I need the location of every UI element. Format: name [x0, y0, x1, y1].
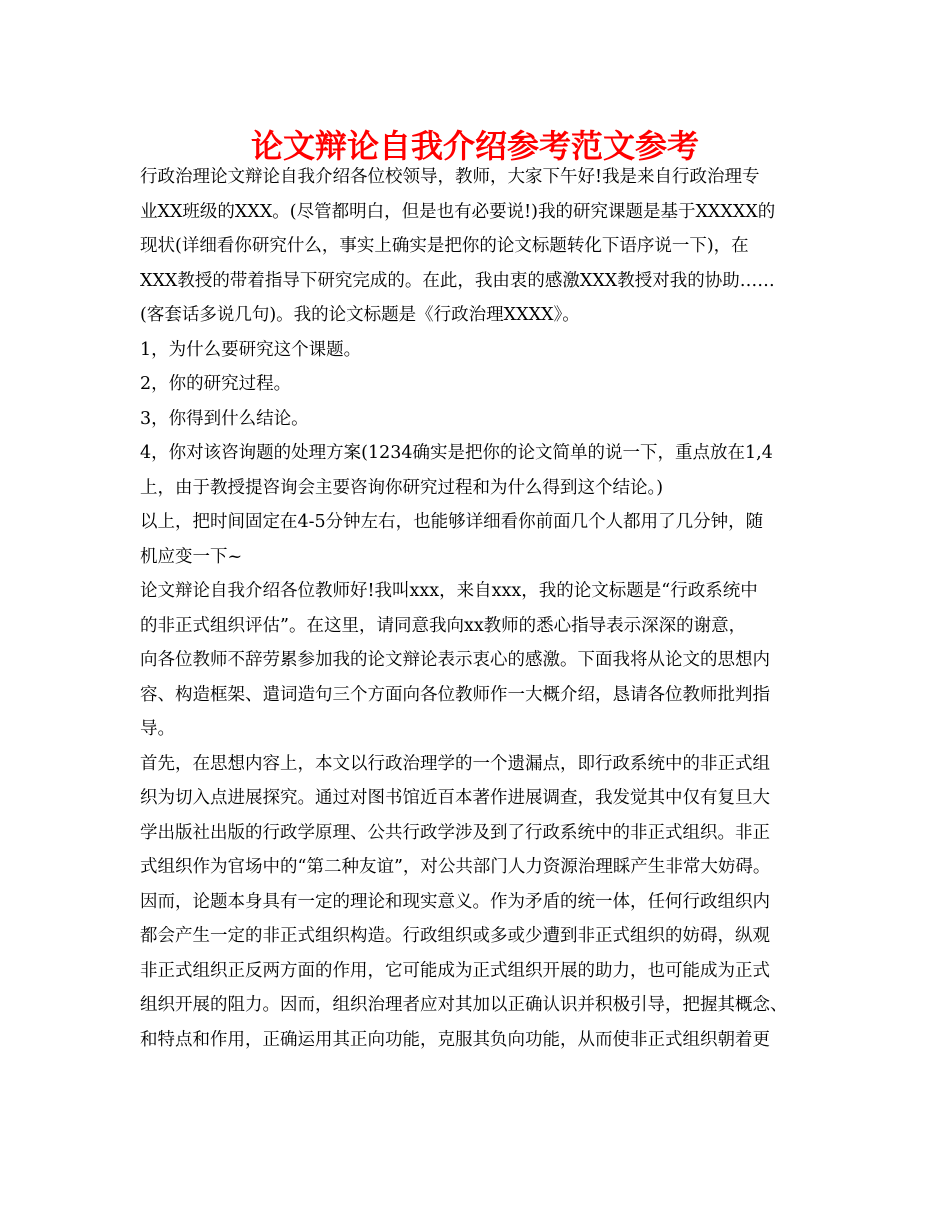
text-line: 行政治理论文辩论自我介绍各位校领导，教师，大家下午好!我是来自行政治理专 — [140, 167, 760, 187]
text-line: 都会产生一定的非正式组织构造。行政组织或多或少遭到非正式组织的妨碍，纵观 — [140, 926, 770, 946]
list-item: 1，为什么要研究这个课题。 — [140, 339, 362, 360]
text-line: 以上，把时间固定在4-5分钟左右，也能够详细看你前面几个人都用了几分钟，随 — [140, 512, 764, 532]
text-line: 的非正式组织评估”。在这里，请同意我向xx教师的悉心指导表示深深的谢意， — [140, 615, 747, 636]
text-line: 首先，在思想内容上，本文以行政治理学的一个遗漏点，即行政系统中的非正式组 — [140, 753, 770, 774]
text-line: 业XX班级的XXX。(尽管都明白，但是也有必要说!)我的研究课题是基于XXXXX的 — [140, 201, 776, 222]
text-line: 向各位教师不辞劳累参加我的论文辩论表示衷心的感激。下面我将从论文的思想内 — [140, 650, 770, 670]
list-item: 2，你的研究过程。 — [140, 374, 292, 394]
text-line: XXX教授的带着指导下研究完成的。在此，我由衷的感激XXX教授对我的协助…… — [140, 270, 775, 291]
text-line: 上，由于教授提咨询会主要咨询你研究过程和为什么得到这个结论。) — [140, 477, 664, 498]
text-line: 论文辩论自我介绍各位教师好!我叫xxx，来自xxx，我的论文标题是“行政系统中 — [140, 581, 758, 601]
text-line: 容、构造框架、遣词造句三个方面向各位教师作一大概介绍，恳请各位教师批判指 — [140, 684, 770, 705]
text-line: 非正式组织正反两方面的作用，它可能成为正式组织开展的助力，也可能成为正式 — [140, 960, 770, 981]
text-line: 机应变一下~ — [140, 546, 243, 567]
document-title: 论文辩论自我介绍参考范文参考 — [250, 127, 699, 165]
text-line: 和特点和作用，正确运用其正向功能，克服其负向功能，从而使非正式组织朝着更 — [140, 1029, 770, 1050]
list-item: 3，你得到什么结论。 — [140, 408, 309, 429]
text-line: 因而，论题本身具有一定的理论和现实意义。作为矛盾的统一体，任何行政组织内 — [140, 891, 770, 912]
document-body — [140, 160, 820, 1057]
text-line: 织为切入点进展探究。通过对图书馆近百本著作进展调查，我发觉其中仅有复旦大 — [140, 788, 770, 808]
list-item: 4，你对该咨询题的处理方案(1234确实是把你的论文简单的说一下，重点放在1,4 — [140, 443, 773, 463]
text-line: 组织开展的阻力。因而，组织治理者应对其加以正确认识并积极引导，把握其概念、 — [140, 995, 788, 1015]
text-line: (客套话多说几句)。我的论文标题是《行政治理XXXX》。 — [140, 305, 580, 325]
text-line: 现状(详细看你研究什么，事实上确实是把你的论文标题转化下语序说一下)，在 — [140, 236, 749, 256]
text-line: 学出版社出版的行政学原理、公共行政学涉及到了行政系统中的非正式组织。非正 — [140, 822, 770, 843]
text-line: 式组织作为官场中的“第二种友谊”，对公共部门人力资源治理睬产生非常大妨碍。 — [140, 857, 771, 877]
text-line: 导。 — [140, 719, 175, 739]
